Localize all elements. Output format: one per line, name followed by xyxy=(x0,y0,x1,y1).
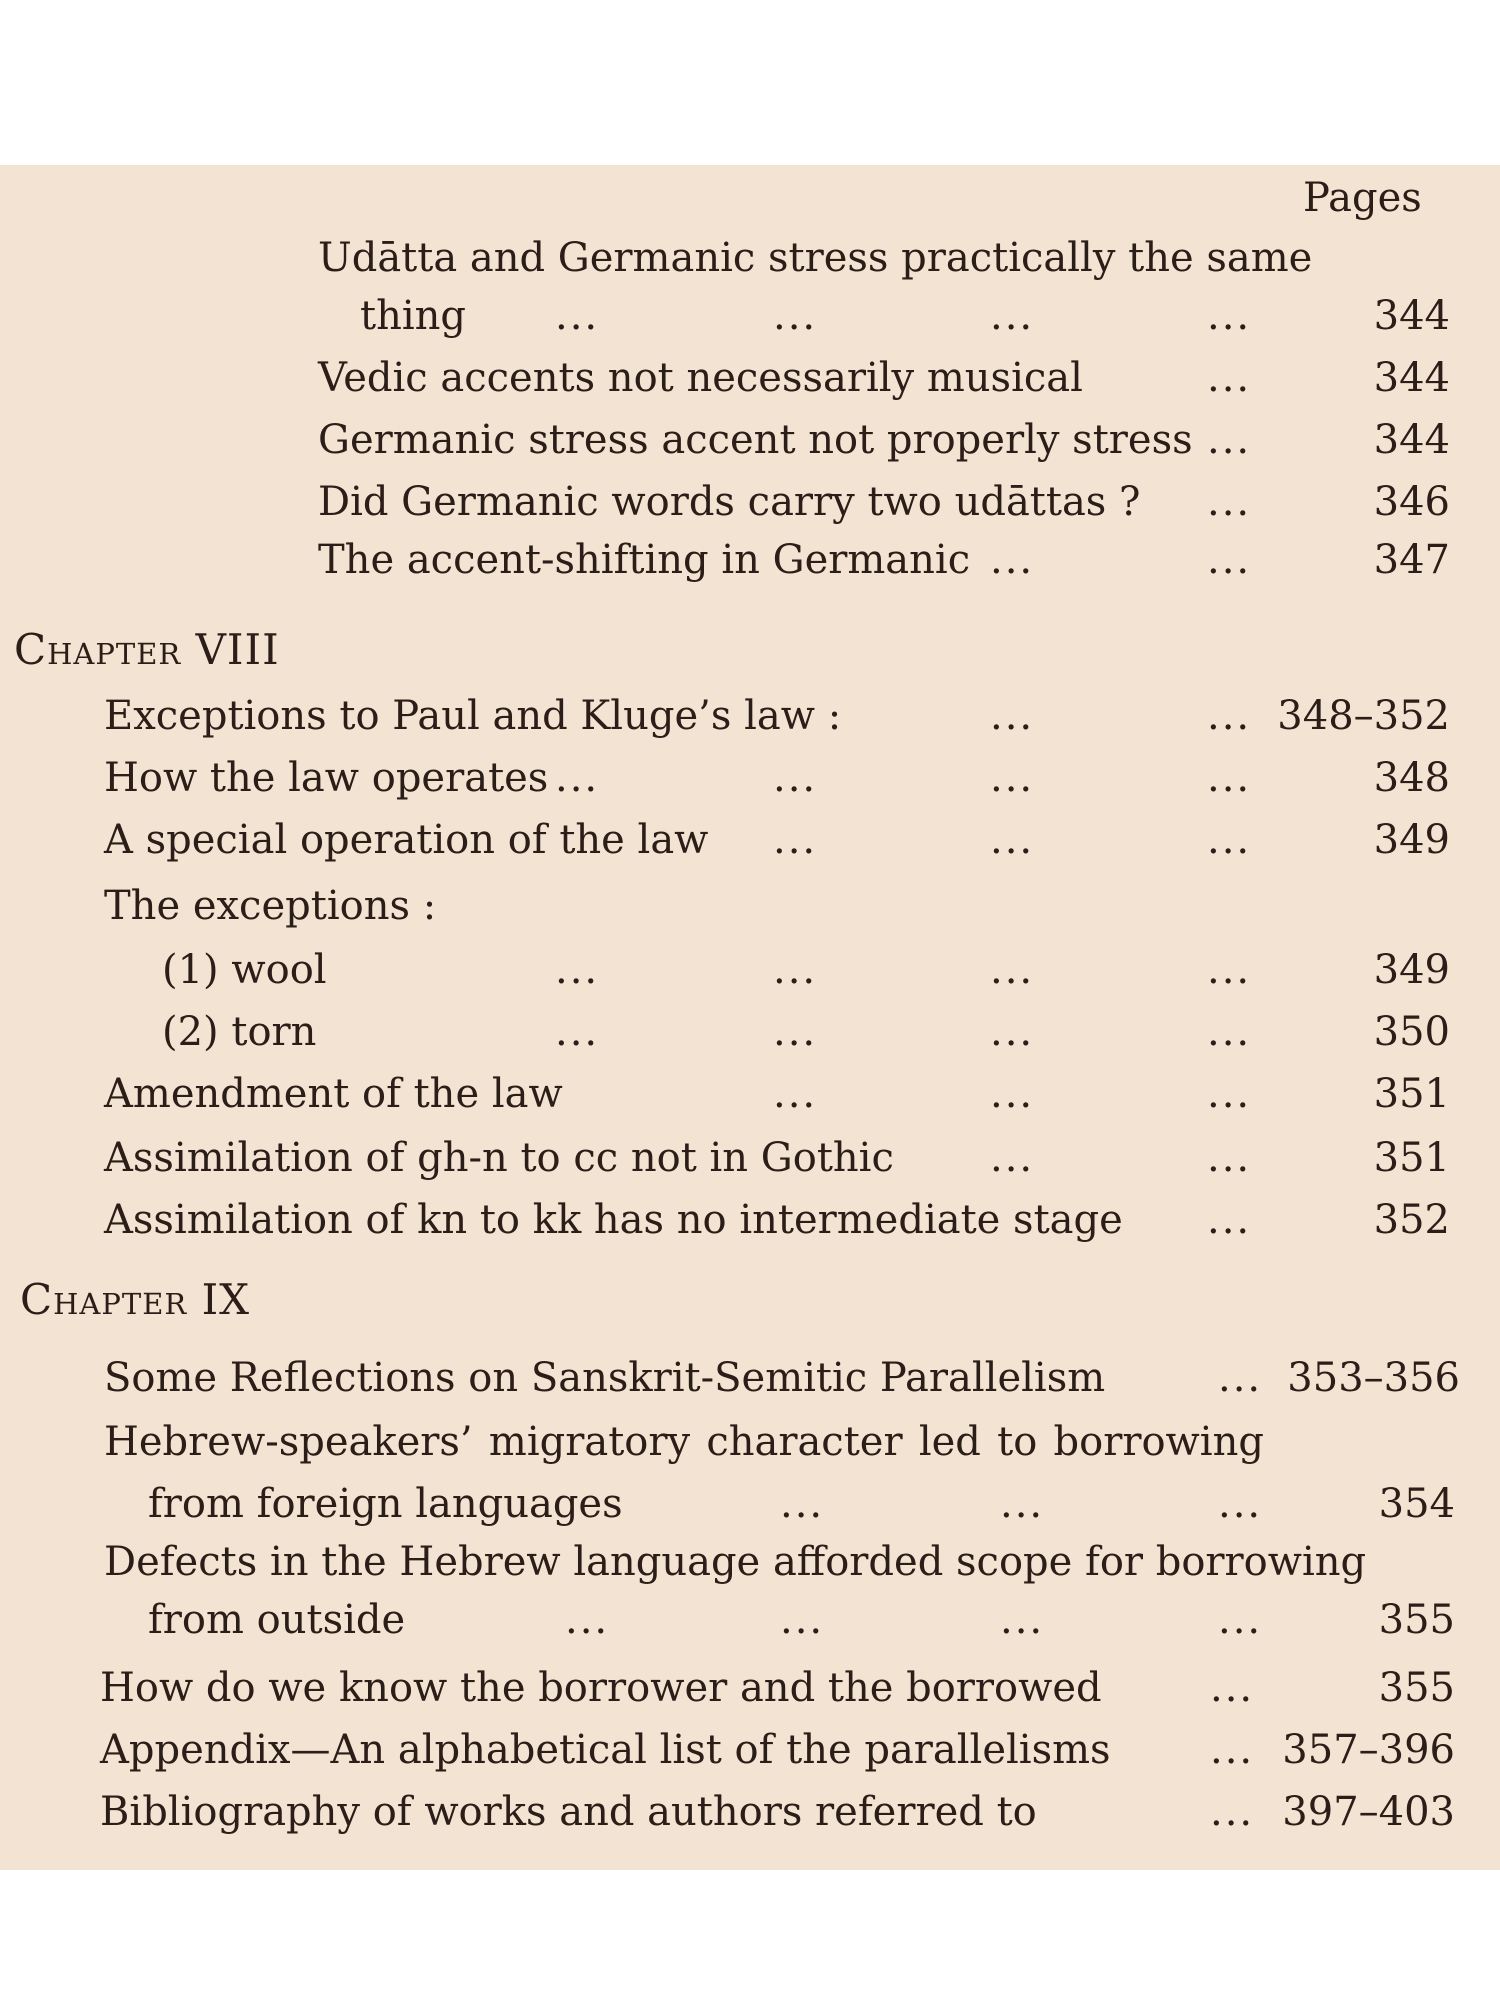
dot-leader: ... xyxy=(990,1071,1035,1117)
dot-leader: ... xyxy=(1000,1597,1045,1643)
toc-entry xyxy=(0,355,1500,411)
toc-entry-text: A special operation of the law xyxy=(104,817,709,863)
toc-entry xyxy=(0,537,1500,593)
page-number: 349 xyxy=(1373,817,1450,863)
toc-entry-continuation xyxy=(0,293,1500,349)
toc-entry-text: Bibliography of works and authors referred to xyxy=(100,1789,1037,1835)
toc-entry-text: Assimilation of kn to kk has no intermediate stage xyxy=(104,1197,1123,1243)
dot-leader: ... xyxy=(990,537,1035,583)
toc-entry-text: How do we know the borrower and the borrowed xyxy=(100,1665,1102,1711)
dot-leader: ... xyxy=(555,755,600,801)
dot-leader: ... xyxy=(990,1009,1035,1055)
toc-entry xyxy=(0,1135,1500,1191)
dot-leader: ... xyxy=(990,947,1035,993)
dot-leader: ... xyxy=(1218,1597,1263,1643)
toc-entry-word: borrowing xyxy=(1053,1419,1264,1465)
chapter-heading: Chapter IX xyxy=(20,1275,251,1324)
toc-entry-word: led xyxy=(918,1419,981,1465)
toc-entry-text: The accent-shifting in Germanic xyxy=(318,537,971,583)
toc-entry-text: thing xyxy=(360,293,466,339)
dot-leader: ... xyxy=(1207,355,1252,401)
page-number: 344 xyxy=(1373,355,1450,401)
toc-entry xyxy=(0,1665,1500,1721)
toc-entry-text: from foreign languages xyxy=(148,1481,623,1527)
toc-entry xyxy=(0,693,1500,749)
toc-entry xyxy=(0,1789,1500,1845)
toc-entry-justified-line xyxy=(104,1419,1264,1465)
page-number: 352 xyxy=(1373,1197,1450,1243)
toc-entry-word: Hebrew-speakers’ xyxy=(104,1419,473,1465)
pages-column-header: Pages xyxy=(1303,175,1422,221)
dot-leader: ... xyxy=(555,1009,600,1055)
page-number: 351 xyxy=(1373,1071,1450,1117)
dot-leader: ... xyxy=(555,947,600,993)
dot-leader: ... xyxy=(1207,1071,1252,1117)
dot-leader: ... xyxy=(773,1071,818,1117)
toc-entry-text: Vedic accents not necessarily musical xyxy=(318,355,1083,401)
toc-entry-text: Defects in the Hebrew language afforded scope for borrowing xyxy=(104,1539,1367,1585)
toc-entry-continuation xyxy=(0,1597,1500,1653)
dot-leader: ... xyxy=(990,817,1035,863)
dot-leader: ... xyxy=(773,947,818,993)
toc-entry xyxy=(0,755,1500,811)
toc-entry-word: migratory xyxy=(488,1419,691,1465)
dot-leader: ... xyxy=(1207,947,1252,993)
dot-leader: ... xyxy=(773,1009,818,1055)
page-number: 344 xyxy=(1373,293,1450,339)
dot-leader: ... xyxy=(1207,693,1252,739)
toc-entry-text: (2) torn xyxy=(162,1009,317,1055)
dot-leader: ... xyxy=(1207,1197,1252,1243)
toc-entry-text: The exceptions : xyxy=(104,883,437,929)
toc-entry-text: Udātta and Germanic stress practically the same xyxy=(318,235,1313,281)
toc-entry xyxy=(0,1355,1500,1411)
toc-entry xyxy=(0,417,1500,473)
dot-leader: ... xyxy=(773,755,818,801)
toc-entry-text: Exceptions to Paul and Kluge’s law : xyxy=(104,693,842,739)
toc-entry xyxy=(0,817,1500,873)
page-number: 353–356 xyxy=(1287,1355,1460,1401)
toc-entry-text: Did Germanic words carry two udāttas ? xyxy=(318,479,1141,525)
dot-leader: ... xyxy=(990,1135,1035,1181)
toc-subheading xyxy=(0,883,1500,939)
dot-leader: ... xyxy=(1218,1355,1263,1401)
book-page xyxy=(0,165,1500,1870)
toc-entry-text: from outside xyxy=(148,1597,406,1643)
toc-entry xyxy=(0,479,1500,535)
dot-leader: ... xyxy=(555,293,600,339)
page-number: 348–352 xyxy=(1277,693,1450,739)
dot-leader: ... xyxy=(565,1597,610,1643)
toc-entry xyxy=(0,1009,1500,1065)
toc-entry-text: Appendix—An alphabetical list of the parallelisms xyxy=(100,1727,1111,1773)
toc-entry-text: Some Reflections on Sanskrit-Semitic Parallelism xyxy=(104,1355,1106,1401)
page-number: 344 xyxy=(1373,417,1450,463)
page-number: 355 xyxy=(1378,1597,1455,1643)
dot-leader: ... xyxy=(1210,1789,1255,1835)
toc-entry xyxy=(0,1539,1500,1595)
dot-leader: ... xyxy=(773,293,818,339)
page-number: 397–403 xyxy=(1282,1789,1455,1835)
page-number: 351 xyxy=(1373,1135,1450,1181)
chapter-heading: Chapter VIII xyxy=(14,625,280,674)
dot-leader: ... xyxy=(780,1481,825,1527)
dot-leader: ... xyxy=(1207,755,1252,801)
dot-leader: ... xyxy=(1210,1727,1255,1773)
dot-leader: ... xyxy=(780,1597,825,1643)
page-number: 346 xyxy=(1373,479,1450,525)
toc-entry xyxy=(0,947,1500,1003)
toc-entry-continuation xyxy=(0,1481,1500,1537)
dot-leader: ... xyxy=(773,817,818,863)
dot-leader: ... xyxy=(990,755,1035,801)
page-number: 355 xyxy=(1378,1665,1455,1711)
dot-leader: ... xyxy=(1207,1135,1252,1181)
page-number: 348 xyxy=(1373,755,1450,801)
toc-entry xyxy=(0,1071,1500,1127)
dot-leader: ... xyxy=(1207,417,1252,463)
toc-entry-word: to xyxy=(997,1419,1038,1465)
dot-leader: ... xyxy=(1218,1481,1263,1527)
toc-entry-text: (1) wool xyxy=(162,947,327,993)
dot-leader: ... xyxy=(1000,1481,1045,1527)
dot-leader: ... xyxy=(1207,817,1252,863)
toc-entry xyxy=(0,1727,1500,1783)
dot-leader: ... xyxy=(1207,537,1252,583)
toc-entry xyxy=(0,1197,1500,1253)
page-number: 357–396 xyxy=(1282,1727,1455,1773)
dot-leader: ... xyxy=(990,293,1035,339)
dot-leader: ... xyxy=(1207,293,1252,339)
dot-leader: ... xyxy=(1207,1009,1252,1055)
page-number: 347 xyxy=(1373,537,1450,583)
toc-entry-word: character xyxy=(706,1419,903,1465)
dot-leader: ... xyxy=(1207,479,1252,525)
toc-entry-text: How the law operates xyxy=(104,755,549,801)
dot-leader: ... xyxy=(990,693,1035,739)
toc-entry-text: Amendment of the law xyxy=(104,1071,563,1117)
page-number: 354 xyxy=(1378,1481,1455,1527)
toc-entry-text: Germanic stress accent not properly stress xyxy=(318,417,1193,463)
page-number: 349 xyxy=(1373,947,1450,993)
toc-entry xyxy=(0,235,1500,291)
dot-leader: ... xyxy=(1210,1665,1255,1711)
page-number: 350 xyxy=(1373,1009,1450,1055)
toc-entry-text: Assimilation of gh-n to cc not in Gothic xyxy=(104,1135,894,1181)
